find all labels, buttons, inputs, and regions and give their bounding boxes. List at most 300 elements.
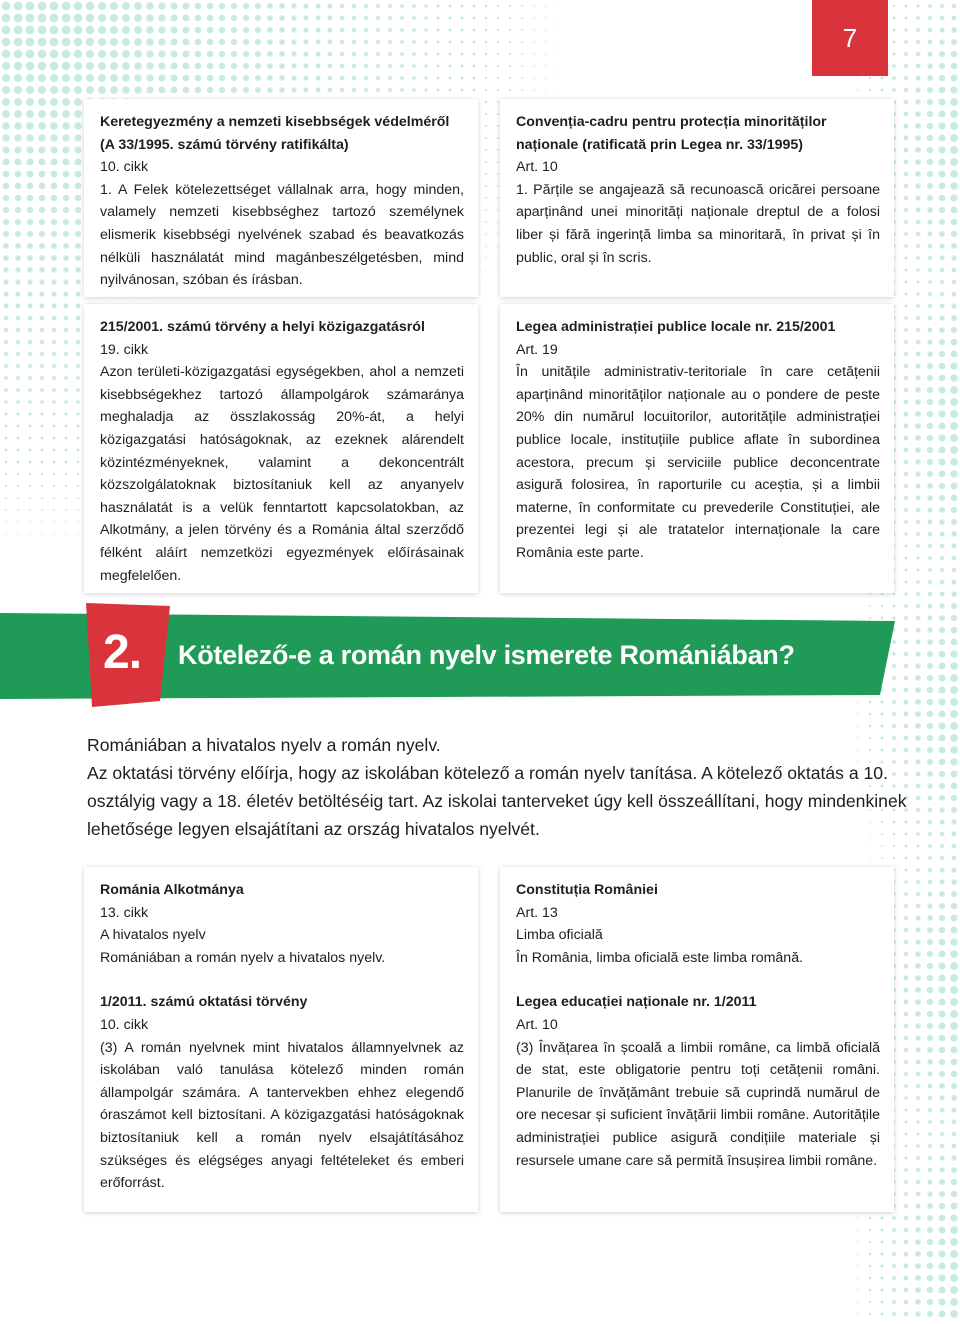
background-dot [388, 40, 392, 44]
background-dot [916, 328, 920, 332]
background-dot [62, 74, 70, 82]
background-dot [352, 4, 357, 9]
background-dot [904, 544, 907, 547]
background-dot [904, 1204, 908, 1208]
background-dot [950, 458, 958, 466]
background-dot [364, 64, 368, 68]
background-dot [951, 15, 956, 20]
background-dot [219, 39, 225, 45]
background-dot [904, 1276, 909, 1281]
background-dot [26, 110, 34, 118]
card-ro-local-admin-law [500, 304, 894, 593]
background-dot [195, 3, 202, 10]
background-dot [41, 473, 43, 475]
background-dot [16, 316, 21, 321]
background-dot [158, 74, 165, 81]
background-dot [267, 63, 273, 69]
background-dot [51, 207, 57, 213]
background-dot [939, 219, 945, 225]
background-dot [28, 352, 32, 356]
background-dot [927, 747, 933, 753]
spacer [100, 969, 464, 991]
background-dot [39, 219, 45, 225]
background-dot [340, 88, 345, 93]
background-dot [315, 39, 320, 44]
background-dot [916, 1060, 921, 1065]
background-dot [927, 987, 933, 993]
background-dot [557, 41, 559, 43]
background-dot [497, 149, 499, 151]
background-dot [267, 75, 273, 81]
background-dot [27, 291, 32, 296]
background-dot [14, 110, 22, 118]
background-dot [424, 16, 427, 19]
background-dot [915, 183, 920, 188]
background-dot [904, 160, 909, 165]
background-dot [904, 1036, 909, 1041]
background-dot [74, 74, 82, 82]
background-dot [400, 76, 404, 80]
background-dot [207, 3, 214, 10]
background-dot [880, 724, 883, 727]
background-dot [915, 471, 920, 476]
background-dot [3, 243, 9, 249]
background-dot [76, 400, 80, 404]
background-dot [916, 208, 921, 213]
background-dot [146, 26, 154, 34]
background-dot [3, 279, 8, 284]
background-dot [904, 460, 909, 465]
background-dot [497, 29, 499, 31]
background-dot [950, 926, 957, 933]
background-dot [146, 62, 153, 69]
background-dot [158, 86, 165, 93]
background-dot [880, 1264, 883, 1267]
background-dot [255, 87, 261, 93]
background-dot [38, 98, 46, 106]
background-dot [40, 424, 43, 427]
background-dot [27, 279, 32, 284]
background-dot [557, 77, 558, 78]
background-dot [938, 110, 945, 117]
background-dot [545, 53, 547, 55]
background-dot [485, 113, 487, 115]
background-dot [315, 3, 320, 8]
background-dot [75, 279, 80, 284]
background-dot [950, 1286, 958, 1294]
background-dot [904, 376, 909, 381]
background-dot [400, 16, 404, 20]
background-dot [940, 1132, 944, 1136]
background-dot [122, 50, 130, 58]
background-dot [892, 1228, 896, 1232]
background-dot [927, 159, 933, 165]
background-dot [927, 903, 932, 908]
background-dot [952, 556, 957, 561]
background-dot [857, 1241, 859, 1243]
background-dot [915, 1215, 920, 1220]
background-dot [950, 1214, 957, 1221]
background-dot [26, 86, 34, 94]
background-dot [869, 593, 871, 595]
background-dot [291, 87, 296, 92]
background-dot [52, 364, 56, 368]
background-dot [938, 962, 945, 969]
background-dot [497, 173, 499, 175]
background-dot [869, 1277, 872, 1280]
background-dot [939, 747, 946, 754]
background-dot [950, 1046, 957, 1053]
background-dot [461, 17, 464, 20]
background-dot [16, 364, 20, 368]
background-dot [939, 1203, 945, 1209]
background-dot [905, 5, 908, 8]
background-dot [231, 75, 237, 81]
background-dot [927, 183, 933, 189]
background-dot [4, 304, 9, 309]
background-dot [376, 40, 380, 44]
background-dot [904, 304, 907, 307]
background-dot [5, 485, 7, 487]
background-dot [26, 26, 35, 35]
background-dot [14, 74, 22, 82]
background-dot [134, 86, 141, 93]
background-dot [158, 2, 165, 9]
background-dot [74, 62, 82, 70]
background-dot [905, 281, 908, 284]
background-dot [5, 437, 8, 440]
background-dot [938, 386, 945, 393]
background-dot [28, 364, 32, 368]
background-dot [86, 38, 94, 46]
background-dot [77, 485, 79, 487]
background-dot [170, 38, 177, 45]
background-dot [940, 868, 945, 873]
background-dot [40, 412, 43, 415]
background-dot [904, 448, 909, 453]
background-dot [50, 62, 58, 70]
background-dot [928, 268, 932, 272]
background-dot [904, 1300, 909, 1305]
background-dot [557, 65, 558, 66]
background-dot [5, 521, 7, 523]
background-dot [904, 1312, 909, 1317]
background-dot [110, 86, 118, 94]
background-dot [928, 1132, 932, 1136]
background-dot [927, 1035, 933, 1041]
background-dot [927, 75, 933, 81]
background-dot [461, 65, 464, 68]
background-dot [916, 232, 920, 236]
background-dot [939, 807, 944, 812]
background-dot [40, 388, 44, 392]
background-dot [303, 63, 308, 68]
background-dot [880, 1276, 883, 1279]
background-dot [904, 100, 909, 105]
background-dot [916, 1180, 921, 1185]
background-dot [940, 592, 945, 597]
background-dot [952, 1120, 957, 1125]
background-dot [951, 519, 957, 525]
background-dot [533, 89, 535, 91]
background-dot [50, 98, 58, 106]
background-dot [485, 29, 488, 32]
background-dot [927, 375, 933, 381]
background-dot [485, 53, 488, 56]
background-dot [3, 195, 10, 202]
background-dot [857, 1313, 859, 1315]
background-dot [219, 51, 225, 57]
background-dot [388, 52, 392, 56]
background-dot [110, 74, 118, 82]
background-dot [17, 461, 20, 464]
background-dot [485, 5, 488, 8]
background-dot [2, 50, 10, 58]
background-dot [15, 195, 22, 202]
background-dot [892, 40, 895, 43]
background-dot [940, 4, 944, 8]
background-dot [62, 146, 69, 153]
background-dot [928, 808, 933, 813]
background-dot [86, 62, 94, 70]
background-dot [98, 86, 106, 94]
background-dot [545, 5, 547, 7]
background-dot [267, 15, 273, 21]
background-dot [352, 40, 357, 45]
background-dot [521, 53, 523, 55]
background-dot [2, 14, 11, 23]
background-dot [4, 328, 9, 333]
background-dot [915, 1263, 921, 1269]
background-dot [869, 1265, 872, 1268]
background-dot [38, 38, 47, 47]
background-dot [950, 482, 957, 489]
background-dot [927, 951, 933, 957]
background-dot [448, 88, 451, 91]
background-dot [195, 87, 202, 94]
background-dot [183, 87, 190, 94]
background-dot [3, 219, 9, 225]
background-dot [16, 340, 20, 344]
background-dot [29, 461, 32, 464]
background-dot [303, 87, 308, 92]
background-dot [927, 147, 933, 153]
background-dot [52, 316, 57, 321]
background-dot [64, 412, 67, 415]
background-dot [195, 51, 202, 58]
background-dot [904, 472, 909, 477]
background-dot [892, 88, 896, 92]
background-dot [939, 1215, 946, 1222]
background-dot [915, 1299, 921, 1305]
background-dot [98, 2, 106, 10]
card-title: 1/2011. számú oktatási törvény [100, 994, 308, 1011]
background-dot [939, 75, 945, 81]
background-dot [461, 5, 464, 8]
background-dot [928, 1084, 933, 1089]
background-dot [2, 122, 10, 130]
background-dot [916, 268, 919, 271]
background-dot [436, 40, 439, 43]
background-dot [904, 916, 908, 920]
background-dot [950, 1250, 958, 1258]
section-title: Kötelező-e a román nyelv ismerete Romániában? [178, 640, 795, 670]
background-dot [328, 40, 333, 45]
background-dot [892, 1312, 896, 1316]
background-dot [904, 1168, 908, 1172]
background-dot [26, 2, 35, 11]
background-dot [904, 592, 907, 595]
background-dot [64, 388, 68, 392]
background-dot [950, 386, 958, 394]
background-dot [29, 473, 31, 475]
background-dot [267, 87, 273, 93]
background-dot [938, 1298, 945, 1305]
background-dot [388, 28, 392, 32]
background-dot [904, 1072, 908, 1076]
background-dot [86, 26, 94, 34]
background-dot [28, 328, 33, 333]
background-dot [77, 437, 80, 440]
background-dot [65, 449, 68, 452]
background-dot [916, 1120, 919, 1123]
background-dot [243, 87, 249, 93]
background-dot [881, 845, 883, 847]
background-dot [904, 148, 909, 153]
background-dot [904, 112, 909, 117]
background-dot [28, 304, 33, 309]
background-dot [927, 411, 933, 417]
background-dot [915, 399, 921, 405]
background-dot [255, 51, 261, 57]
background-dot [905, 1133, 908, 1136]
background-dot [158, 14, 165, 21]
background-dot [40, 376, 44, 380]
background-dot [146, 14, 154, 22]
background-dot [927, 1215, 933, 1221]
background-dot [219, 75, 225, 81]
background-dot [63, 279, 68, 284]
background-dot [376, 76, 380, 80]
background-dot [893, 593, 896, 596]
background-dot [916, 556, 919, 559]
background-dot [37, 25, 46, 34]
background-dot [904, 1240, 909, 1245]
background-dot [892, 76, 896, 80]
background-dot [916, 520, 920, 524]
background-dot [915, 1239, 921, 1245]
background-dot [904, 1180, 908, 1184]
background-dot [207, 15, 214, 22]
background-dot [939, 759, 946, 766]
background-dot [951, 255, 956, 260]
card-title: Legea educației naționale nr. 1/2011 [516, 994, 757, 1011]
background-dot [75, 219, 81, 225]
background-dot [50, 110, 58, 118]
background-dot [951, 1083, 957, 1089]
background-dot [2, 158, 9, 165]
background-dot [916, 28, 920, 32]
background-dot [905, 857, 908, 860]
background-dot [557, 53, 558, 54]
background-dot [940, 1108, 945, 1113]
background-dot [436, 52, 439, 55]
background-dot [158, 38, 165, 45]
background-dot [905, 557, 908, 560]
background-dot [170, 62, 177, 69]
background-dot [315, 63, 320, 68]
background-dot [14, 98, 22, 106]
background-dot [497, 65, 499, 67]
background-dot [14, 38, 23, 47]
background-dot [15, 255, 21, 261]
background-dot [28, 412, 31, 415]
background-dot [916, 868, 920, 872]
intro-paragraph: Az oktatási törvény előírja, hogy az iskolában kötelező a román nyelv tanítása. A kötelező oktatás a 10. osztályig vagy a 18. életév betöltéséig tart. Az iskolai tanterveket úgy kell összeállítani, hogy mindenkinek lehetősége legyen elsajátítani az ország hivatalos nyelvét. [87, 763, 907, 839]
background-dot [16, 388, 20, 392]
background-dot [940, 856, 944, 860]
background-dot [915, 735, 921, 741]
background-dot [15, 183, 22, 190]
background-dot [950, 1262, 958, 1270]
background-dot [122, 62, 130, 70]
background-dot [400, 28, 404, 32]
background-dot [303, 75, 308, 80]
background-dot [857, 1217, 859, 1219]
background-dot [950, 134, 958, 142]
background-dot [170, 50, 177, 57]
background-dot [950, 470, 957, 477]
background-dot [182, 14, 189, 21]
background-dot [916, 880, 920, 884]
card-body: (3) A román nyelvnek mint hivatalos államnyelvnek az iskolában való tanulása kötelező minden román állampolgár számára. A tantervekben ehhez elegendő óraszámot kell biztosítani. A közigazgatási hatóságoknak biztosítaniuk kell a román nyelv elsajátításához szükséges és elégséges anyagi feltételeket és emberi erőforrást. [100, 1039, 464, 1192]
background-dot [3, 183, 10, 190]
background-dot [938, 122, 945, 129]
background-dot [927, 447, 933, 453]
background-dot [915, 171, 921, 177]
background-dot [904, 520, 908, 524]
background-dot [2, 38, 11, 47]
card-hu-local-admin-law [84, 304, 478, 593]
background-dot [134, 2, 142, 10]
background-dot [869, 857, 871, 859]
background-dot [939, 1059, 945, 1065]
background-dot [4, 364, 8, 368]
background-dot [50, 38, 59, 47]
background-dot [927, 1227, 933, 1233]
background-dot [927, 483, 933, 489]
background-dot [951, 1071, 958, 1078]
background-dot [424, 40, 427, 43]
background-dot [951, 63, 958, 70]
background-dot [904, 256, 907, 259]
background-dot [938, 398, 945, 405]
background-dot [77, 461, 80, 464]
background-dot [38, 74, 46, 82]
card-article: Art. 19 [516, 341, 558, 358]
background-dot [63, 183, 70, 190]
background-dot [41, 437, 44, 440]
background-dot [950, 1238, 958, 1246]
background-dot [52, 424, 55, 427]
background-dot [915, 75, 920, 80]
background-dot [928, 28, 933, 33]
background-dot [521, 5, 523, 7]
background-dot [183, 75, 190, 82]
background-dot [951, 1059, 958, 1066]
background-dot [2, 74, 10, 82]
background-dot [904, 508, 908, 512]
